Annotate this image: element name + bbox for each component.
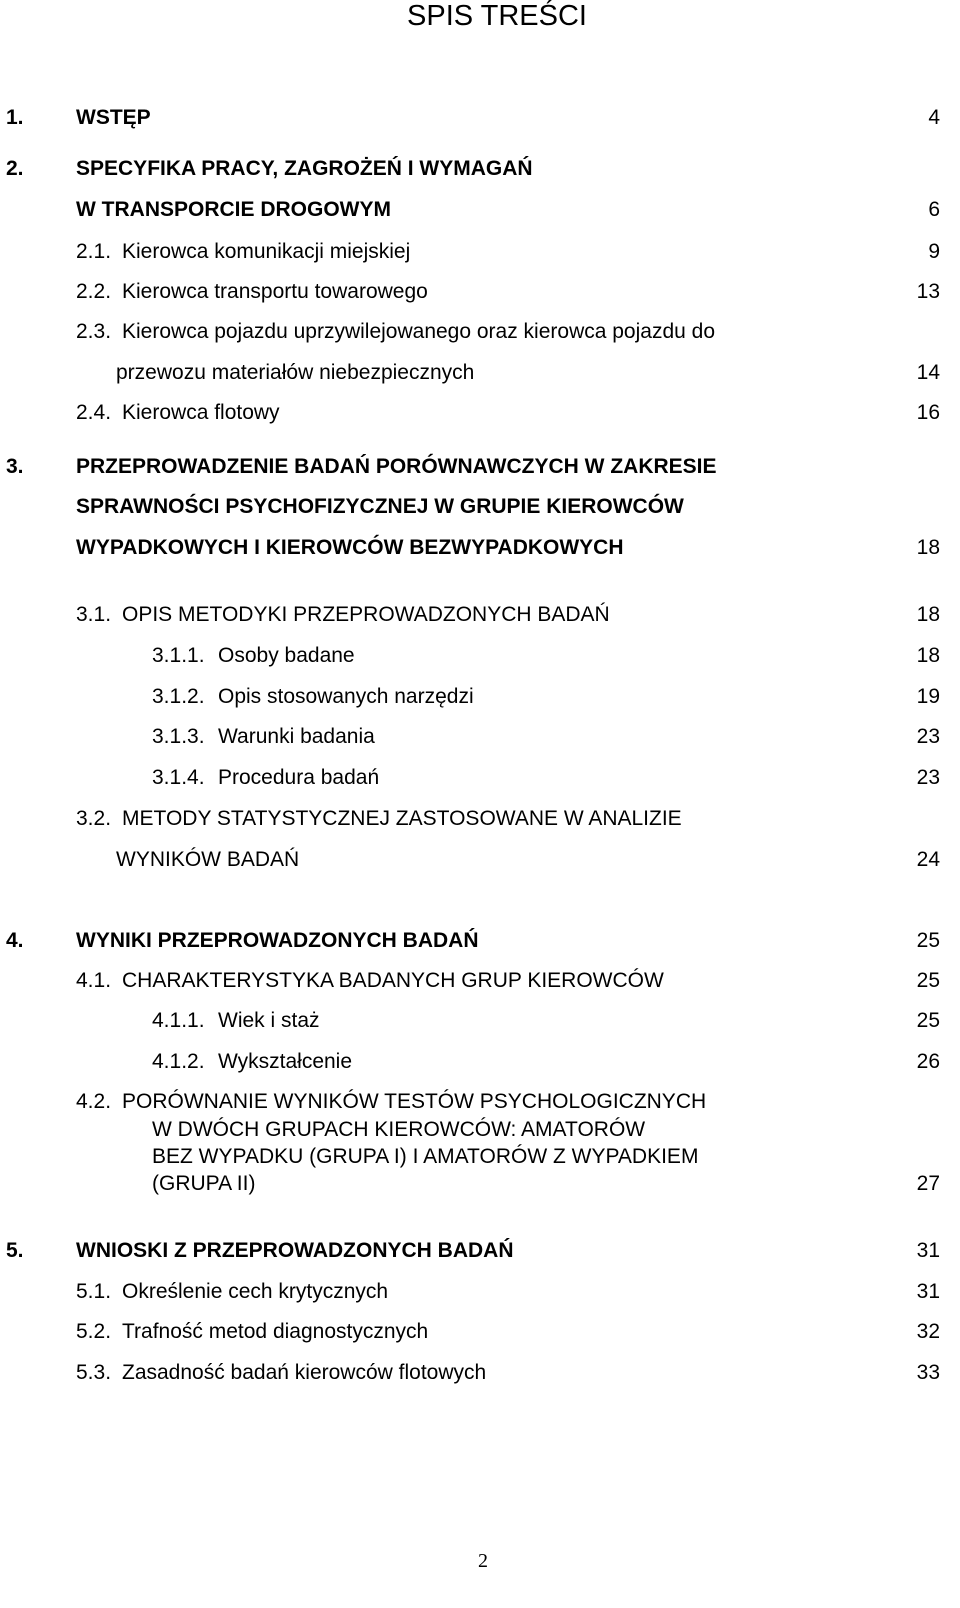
toc-title-cont: WYNIKÓW BADAŃ <box>116 848 300 871</box>
toc-title: Wykształcenie <box>218 1050 353 1073</box>
toc-title: Osoby badane <box>218 644 355 667</box>
toc-entry-2-3-cont[interactable] <box>0 361 960 391</box>
toc-page: 6 <box>928 198 940 221</box>
toc-page: 24 <box>916 848 940 871</box>
toc-entry-3-1-1[interactable] <box>0 644 960 674</box>
toc-entry-1[interactable] <box>0 106 960 136</box>
toc-page: 25 <box>916 929 940 952</box>
toc-number: 3.1.2. <box>152 685 205 708</box>
toc-title: Wiek i staż <box>218 1009 320 1032</box>
toc-page: 31 <box>916 1239 940 1262</box>
toc-page: 13 <box>916 280 940 303</box>
toc-entry-3-1-2[interactable] <box>0 685 960 715</box>
toc-number: 2.2. <box>76 280 112 303</box>
toc-entry-2-4[interactable] <box>0 401 960 431</box>
toc-number: 3.1.3. <box>152 725 205 748</box>
toc-number: 4.1.1. <box>152 1009 205 1032</box>
toc-entry-5-2[interactable] <box>0 1320 960 1350</box>
toc-entry-3-1-3[interactable] <box>0 725 960 755</box>
toc-number: 3.2. <box>76 807 112 830</box>
toc-title: Kierowca komunikacji miejskiej <box>122 240 411 263</box>
toc-title: Kierowca flotowy <box>122 401 280 424</box>
toc-number: 4.1. <box>76 969 112 992</box>
toc-entry-3-2[interactable] <box>0 807 960 837</box>
toc-title: SPECYFIKA PRACY, ZAGROŻEŃ I WYMAGAŃ <box>76 157 533 180</box>
toc-entry-2-2[interactable] <box>0 280 960 310</box>
toc-number: 5.1. <box>76 1280 112 1303</box>
toc-title: CHARAKTERYSTYKA BADANYCH GRUP KIEROWCÓW <box>122 969 664 992</box>
toc-title: WNIOSKI Z PRZEPROWADZONYCH BADAŃ <box>76 1239 514 1262</box>
toc-title-cont: (GRUPA II) <box>152 1172 256 1195</box>
toc-entry-2[interactable] <box>0 157 960 187</box>
toc-page: 32 <box>916 1320 940 1343</box>
toc-number: 3. <box>6 455 24 478</box>
toc-title: Zasadność badań kierowców flotowych <box>122 1361 487 1384</box>
toc-number: 2.1. <box>76 240 112 263</box>
toc-number: 5. <box>6 1239 24 1262</box>
toc-entry-4-2[interactable] <box>0 1090 960 1120</box>
toc-title: PORÓWNANIE WYNIKÓW TESTÓW PSYCHOLOGICZNYCH <box>122 1090 707 1113</box>
toc-entry-4-2-cont2[interactable] <box>0 1145 960 1175</box>
toc-title-cont: SPRAWNOŚCI PSYCHOFIZYCZNEJ W GRUPIE KIEROWCÓW <box>76 495 684 518</box>
toc-page: 23 <box>916 766 940 789</box>
toc-page: 9 <box>928 240 940 263</box>
toc-title: Kierowca transportu towarowego <box>122 280 428 303</box>
toc-entry-2-1[interactable] <box>0 240 960 270</box>
toc-title: PRZEPROWADZENIE BADAŃ PORÓWNAWCZYCH W ZAKRESIE <box>76 455 717 478</box>
toc-entry-4-2-cont3[interactable] <box>0 1172 960 1202</box>
toc-number: 4. <box>6 929 24 952</box>
toc-page: 33 <box>916 1361 940 1384</box>
toc-number: 3.1. <box>76 603 112 626</box>
toc-number: 3.1.1. <box>152 644 205 667</box>
toc-entry-3-cont2[interactable] <box>0 536 960 566</box>
toc-page: 18 <box>916 644 940 667</box>
toc-page: 4 <box>928 106 940 129</box>
toc-page: 31 <box>916 1280 940 1303</box>
toc-title: Trafność metod diagnostycznych <box>122 1320 429 1343</box>
toc-entry-4[interactable] <box>0 929 960 959</box>
toc-entry-3-1-4[interactable] <box>0 766 960 796</box>
page-number: 2 <box>478 1550 488 1572</box>
toc-number: 3.1.4. <box>152 766 205 789</box>
toc-entry-3-2-cont[interactable] <box>0 848 960 878</box>
toc-number: 1. <box>6 106 24 129</box>
toc-entry-5-3[interactable] <box>0 1361 960 1391</box>
toc-title-cont: W TRANSPORCIE DROGOWYM <box>76 198 391 221</box>
toc-page: 27 <box>916 1172 940 1195</box>
toc-page: 19 <box>916 685 940 708</box>
toc-page: 25 <box>916 1009 940 1032</box>
toc-entry-2-3[interactable] <box>0 320 960 350</box>
toc-title: Kierowca pojazdu uprzywilejowanego oraz kierowca pojazdu do <box>122 320 716 343</box>
toc-title-cont: W DWÓCH GRUPACH KIEROWCÓW: AMATORÓW <box>152 1118 646 1141</box>
toc-number: 5.3. <box>76 1361 112 1384</box>
page-title: SPIS TREŚCI <box>407 0 587 32</box>
toc-entry-4-1-2[interactable] <box>0 1050 960 1080</box>
toc-entry-2-cont[interactable] <box>0 198 960 228</box>
toc-title: METODY STATYSTYCZNEJ ZASTOSOWANE W ANALIZIE <box>122 807 682 830</box>
toc-number: 2. <box>6 157 24 180</box>
toc-number: 4.1.2. <box>152 1050 205 1073</box>
toc-entry-4-1-1[interactable] <box>0 1009 960 1039</box>
toc-page: 14 <box>916 361 940 384</box>
toc-title: WSTĘP <box>76 106 151 129</box>
toc-number: 2.3. <box>76 320 112 343</box>
toc-page: 26 <box>916 1050 940 1073</box>
toc-title: Określenie cech krytycznych <box>122 1280 389 1303</box>
toc-number: 2.4. <box>76 401 112 424</box>
toc-page: 23 <box>916 725 940 748</box>
toc-title: Warunki badania <box>218 725 375 748</box>
toc-entry-3-cont1[interactable] <box>0 495 960 525</box>
toc-page: 18 <box>916 536 940 559</box>
toc-page: 18 <box>916 603 940 626</box>
toc-page: 16 <box>916 401 940 424</box>
toc-entry-3-1[interactable] <box>0 603 960 633</box>
toc-title-cont: WYPADKOWYCH I KIEROWCÓW BEZWYPADKOWYCH <box>76 536 624 559</box>
toc-title: OPIS METODYKI PRZEPROWADZONYCH BADAŃ <box>122 603 610 626</box>
toc-entry-4-1[interactable] <box>0 969 960 999</box>
toc-title-cont: BEZ WYPADKU (GRUPA I) I AMATORÓW Z WYPADKIEM <box>152 1145 699 1168</box>
toc-entry-5[interactable] <box>0 1239 960 1269</box>
toc-title: Procedura badań <box>218 766 380 789</box>
toc-title-cont: przewozu materiałów niebezpiecznych <box>116 361 475 384</box>
toc-page: 25 <box>916 969 940 992</box>
toc-entry-3[interactable] <box>0 455 960 485</box>
toc-number: 5.2. <box>76 1320 112 1343</box>
toc-entry-4-2-cont1[interactable] <box>0 1118 960 1148</box>
toc-entry-5-1[interactable] <box>0 1280 960 1310</box>
toc-title: Opis stosowanych narzędzi <box>218 685 474 708</box>
toc-title: WYNIKI PRZEPROWADZONYCH BADAŃ <box>76 929 479 952</box>
toc-number: 4.2. <box>76 1090 112 1113</box>
